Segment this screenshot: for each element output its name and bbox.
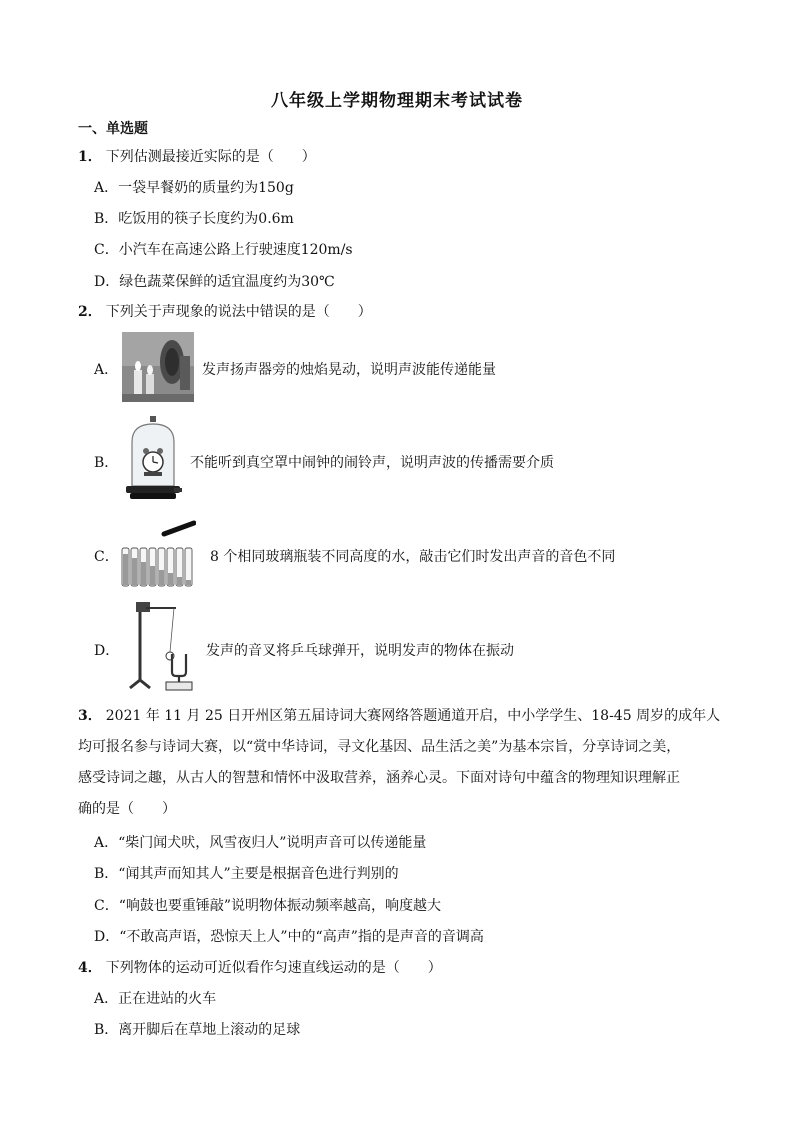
bell-jar-clock-image — [124, 416, 182, 502]
q3-option-d: D．“不敢高声语，恐惊天上人”中的“高声”指的是声音的音调高 — [94, 929, 484, 945]
q1-option-c: C．小汽车在高速公路上行驶速度120m/s — [94, 242, 353, 258]
option-text: 发声扬声器旁的烛焰晃动，说明声波能传递能量 — [202, 362, 496, 378]
q3-option-b: B．“闻其声而知其人”主要是根据音色进行判别的 — [94, 866, 399, 882]
section-heading: 一、单选题 — [78, 121, 148, 137]
option-text: 8 个相同玻璃瓶装不同高度的水，敲击它们时发出声音的音色不同 — [210, 549, 616, 565]
question-stem-line-1: 2021 年 11 月 25 日开州区第五届诗词大赛网络答题通道开启，中小学学生、18-45 周岁的成年人 — [105, 708, 721, 724]
option-letter: C． — [94, 549, 119, 565]
q3-option-a: A．“柴门闻犬吠，风雪夜归人”说明声音可以传递能量 — [94, 835, 427, 851]
question-number: 1． — [78, 149, 102, 165]
q2-option-a — [94, 332, 714, 402]
tuning-fork-stand-image — [126, 600, 198, 692]
question-stem-line-2: 均可报名参与诗词大赛，以“赏中华诗词，寻文化基因、品生活之美”为基本宗旨，分享诗词之美， — [78, 739, 681, 755]
option-letter: B． — [94, 455, 119, 471]
option-letter: D． — [94, 643, 120, 659]
q2-option-c — [94, 520, 714, 590]
speaker-candle-image — [122, 332, 194, 402]
question-stem: 下列估测最接近实际的是（ ） — [105, 149, 316, 165]
question-number: 3． — [78, 708, 102, 724]
q4-option-b: B．离开脚后在草地上滚动的足球 — [94, 1022, 301, 1038]
question-2 — [78, 301, 372, 321]
question-4 — [78, 957, 442, 977]
q4-option-a: A．正在进站的火车 — [94, 991, 217, 1007]
question-1 — [78, 146, 316, 166]
option-text: 发声的音叉将乒乓球弹开，说明发声的物体在振动 — [206, 643, 514, 659]
q2-option-d — [94, 600, 714, 692]
exam-title: 八年级上学期物理期末考试试卷 — [271, 91, 523, 111]
option-text: 不能听到真空罩中闹钟的闹铃声，说明声波的传播需要介质 — [190, 455, 554, 471]
question-number: 4． — [78, 960, 102, 976]
q3-option-c: C．“响鼓也要重锤敲”说明物体振动频率越高，响度越大 — [94, 898, 442, 914]
question-number: 2． — [78, 304, 102, 320]
question-stem: 下列关于声现象的说法中错误的是（ ） — [105, 304, 372, 320]
q2-option-b — [94, 416, 714, 502]
option-letter: A． — [94, 362, 119, 378]
water-bottles-image — [120, 520, 196, 590]
q1-option-b: B．吃饭用的筷子长度约为0.6m — [94, 211, 294, 227]
question-stem: 下列物体的运动可近似看作匀速直线运动的是（ ） — [105, 960, 442, 976]
question-stem-line-3: 感受诗词之趣，从古人的智慧和情怀中汲取营养，涵养心灵。下面对诗句中蕴含的物理知识理解正 — [78, 770, 680, 786]
question-stem-line-4: 确的是（ ） — [78, 801, 176, 817]
q1-option-a: A．一袋早餐奶的质量约为150g — [94, 180, 294, 196]
q1-option-d: D．绿色蔬菜保鲜的适宜温度约为30℃ — [94, 274, 335, 290]
question-3 — [78, 701, 721, 825]
